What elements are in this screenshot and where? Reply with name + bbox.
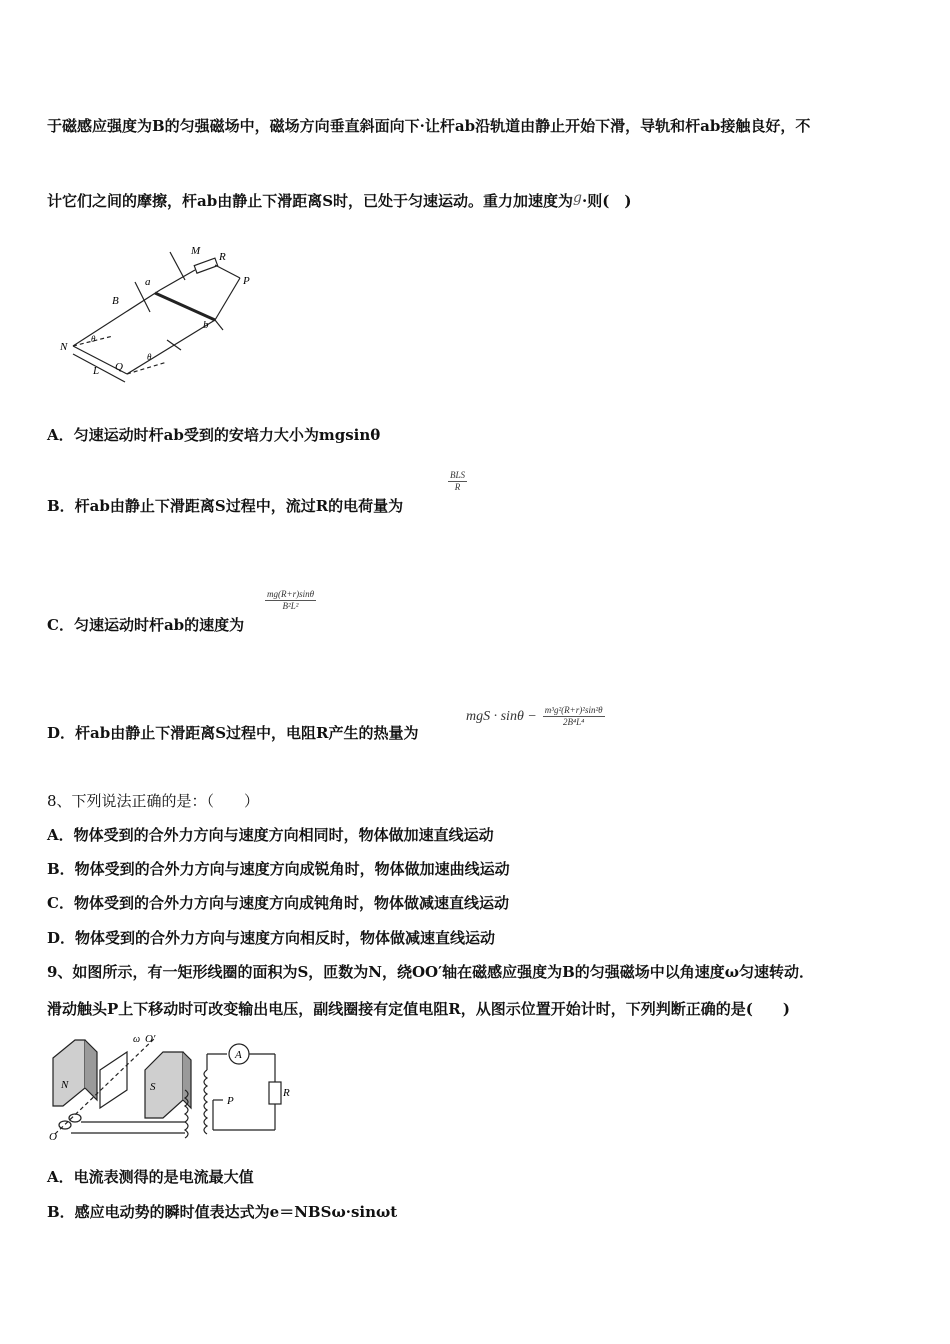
label-M: M <box>191 245 201 257</box>
label-Q: Q <box>115 361 123 373</box>
label-slider-P: P <box>227 1095 234 1107</box>
q7-text-line1: 于磁感应强度为B的匀强磁场中，磁场方向垂直斜面向下·让杆ab沿轨道由静止开始下滑，导轨和杆ab接触良好，不 <box>47 117 811 135</box>
gravity-symbol: g <box>573 190 583 206</box>
q7-option-c: C．匀速运动时杆ab的速度为 <box>47 616 245 634</box>
label-axis-O: O <box>49 1131 57 1143</box>
q9-stem-line2: 滑动触头P上下移动时可改变输出电压，副线圈接有定值电阻R，从图示位置开始计时，下列判断正确的是( ) <box>47 1000 790 1018</box>
option-d-frac-num: m³g²(R+r)²sin²θ <box>544 705 603 715</box>
option-d-expr-lead: mgS · sinθ − <box>466 708 537 724</box>
q7-option-a: A．匀速运动时杆ab受到的安培力大小为mgsinθ <box>47 426 381 444</box>
q7-inclined-rail-figure <box>55 240 265 400</box>
label-resistor-R: R <box>283 1087 290 1099</box>
label-P: P <box>243 275 250 287</box>
q7-option-d-expression <box>466 705 605 728</box>
option-b-frac-num: BLS <box>450 470 466 480</box>
option-b-frac-den: R <box>454 482 461 492</box>
label-magnet-N: N <box>61 1079 69 1091</box>
option-c-frac-num: mg(R+r)sinθ <box>267 589 314 599</box>
q8-option-c: C．物体受到的合外力方向与速度方向成钝角时，物体做减速直线运动 <box>47 894 509 912</box>
label-R: R <box>219 251 226 263</box>
q7-text-line2-main: 计它们之间的摩擦，杆ab由静止下滑距离S时，已处于匀速运动。重力加速度为 <box>47 192 574 210</box>
q7-text-line2 <box>47 190 631 211</box>
label-ammeter-A: A <box>235 1049 242 1061</box>
label-B: B <box>112 295 119 307</box>
label-theta-1: θ <box>91 334 96 344</box>
q7-option-d: D．杆ab由静止下滑距离S过程中，电阻R产生的热量为 <box>47 724 419 742</box>
q8-option-b: B．物体受到的合外力方向与速度方向成锐角时，物体做加速曲线运动 <box>47 860 510 878</box>
label-magnet-S: S <box>150 1081 156 1093</box>
q7-option-b: B．杆ab由静止下滑距离S过程中，流过R的电荷量为 <box>47 497 404 515</box>
option-c-frac-den: B²L² <box>282 601 299 611</box>
q8-stem: 8、下列说法正确的是：（ ） <box>47 792 260 810</box>
option-d-frac-den: 2B⁴L⁴ <box>563 717 585 727</box>
label-N: N <box>60 341 68 353</box>
q7-option-b-fraction <box>448 465 467 493</box>
q7-option-c-fraction <box>265 584 316 612</box>
label-O-prime: O′ <box>145 1033 156 1045</box>
q8-option-d: D．物体受到的合外力方向与速度方向相反时，物体做减速直线运动 <box>47 929 496 947</box>
label-b: b <box>203 319 209 331</box>
q9-option-a: A．电流表测得的是电流最大值 <box>47 1168 254 1186</box>
label-theta-2: θ <box>147 352 152 362</box>
q9-stem-line1: 9、如图所示，有一矩形线圈的面积为S，匝数为N，绕OO′轴在磁感应强度为B的匀强磁场中以角速度ω匀速转动． <box>47 963 815 981</box>
label-L: L <box>93 365 100 377</box>
q7-text-line2-tail: ·则( ) <box>582 192 632 210</box>
label-a: a <box>145 276 151 288</box>
q9-generator-figure <box>45 1030 305 1145</box>
label-omega: ω <box>133 1034 141 1045</box>
q9-option-b: B．感应电动势的瞬时值表达式为e＝NBSω·sinωt <box>47 1203 398 1221</box>
q8-option-a: A．物体受到的合外力方向与速度方向相同时，物体做加速直线运动 <box>47 826 494 844</box>
